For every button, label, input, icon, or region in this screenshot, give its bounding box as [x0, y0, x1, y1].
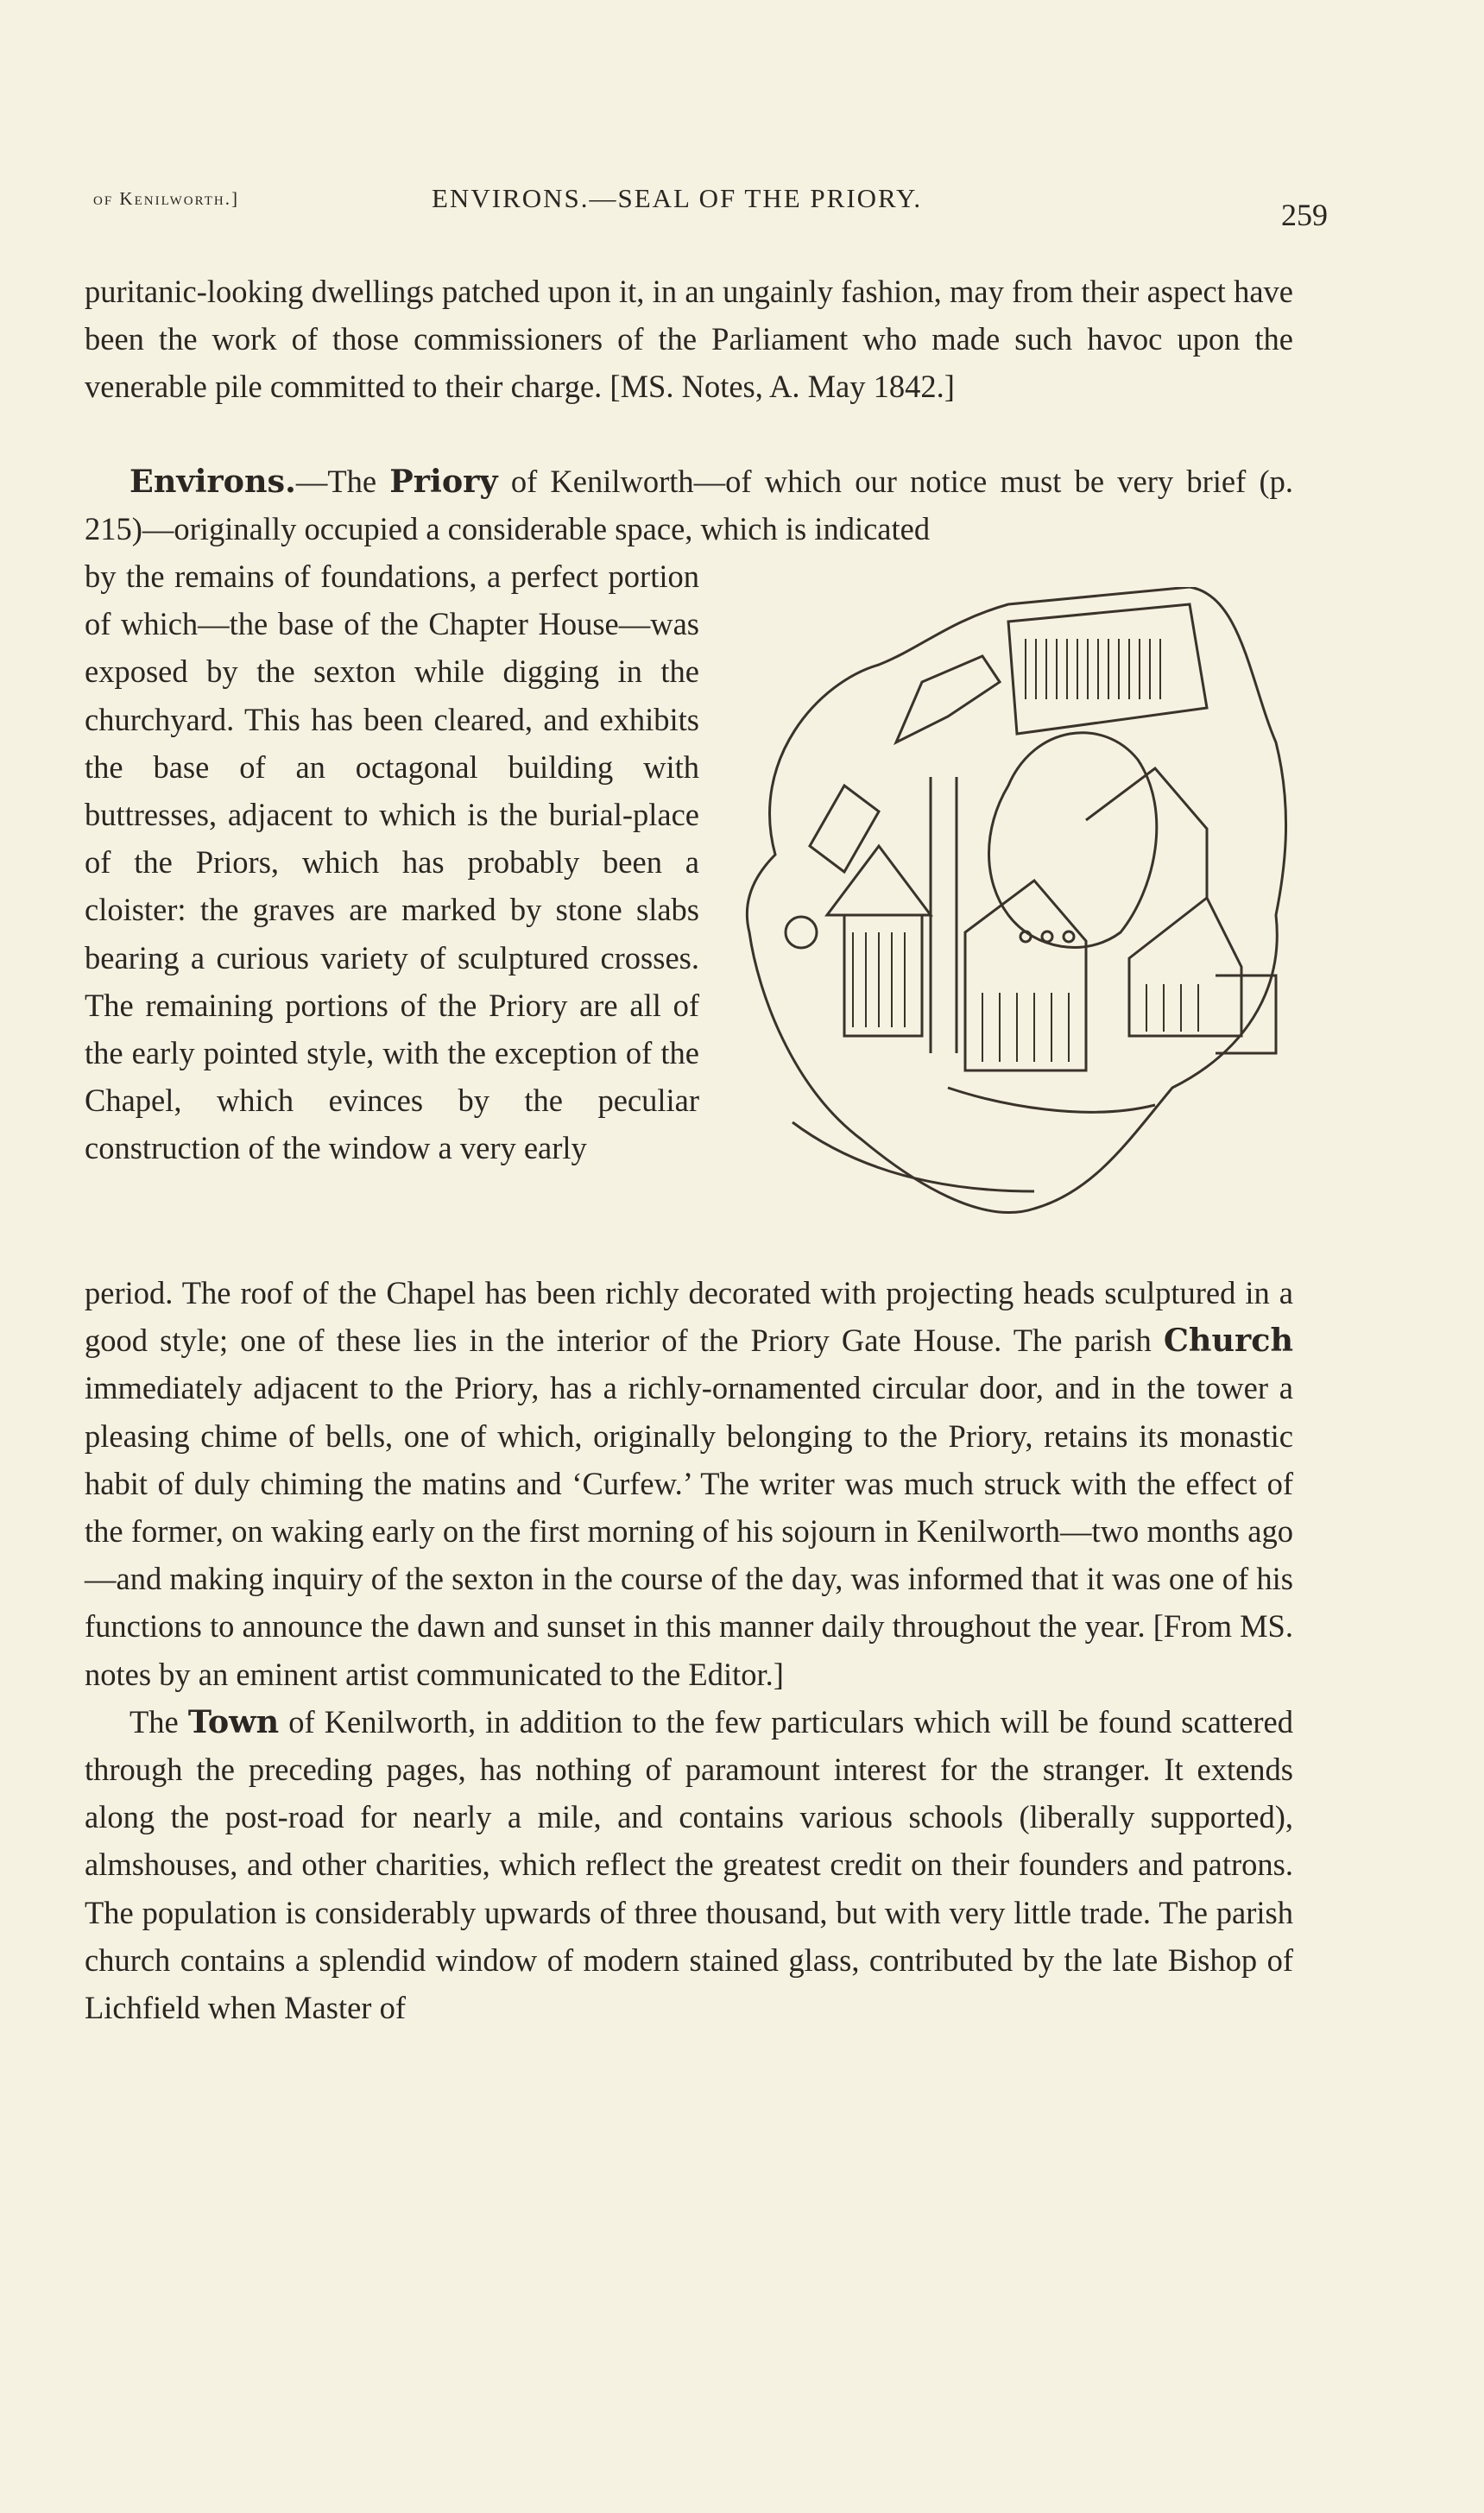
- paragraph-church-and-town: period. The roof of the Chapel has been richly decorated with projecting heads sculptured in a good style; one of these lies in the interior of the Priory Gate House. The parish Church immediately adjacent to the Priory, has a richly-ornamented circular door, and in the tower a pleasing chime of bells, one of which, originally belonging to the Priory, retains its monastic habit of duly chiming the matins and ‘Curfew.’ The writer was much struck with the effect of the former, on waking early on the first morning of his sojourn in Kenilworth—two months ago—and making inquiry of the sexton in the course of the day, was informed that it was one of his functions to announce the dawn and sunset in this manner daily throughout the year. [From MS. notes by an eminent artist communicated to the Editor.] The Town of Kenilworth, in addition to the few particulars which will be found scattered through the preceding pages, has nothing of paramount interest for the stranger. It extends along the post-road for nearly a mile, and contains various schools (liberally supported), almshouses, and other charities, which reflect the greatest credit on their founders and patrons. The population is considerably upwards of three thousand, but with very little trade. The parish church contains a splendid window of modern stained glass, contributed by the late Bishop of Lichfield when Master of: [85, 1275, 1294, 2026]
- paragraph-continuation: [85, 268, 1293, 411]
- paragraph-wrap: by the remains of foundations, a perfect portion of which—the base of the Chapter House—was exposed by the sexton while digging in the churchyard. This has been cleared, and exhibits the base of an octagonal building with buttresses, adjacent to which is the burial-place of the Priors, which has probably been a cloister: the graves are marked by stone slabs bearing a curious variety of sculptured crosses. The remaining portions of the Priory are all of the early pointed style, with the exception of the Chapel, which evinces by the peculiar construction of the window a very early: [85, 559, 699, 1166]
- section-heading-environs: Environs.: [129, 463, 296, 500]
- running-header: [93, 181, 1328, 233]
- header-left: of Kenilworth.]: [93, 188, 239, 209]
- keyword-town: Town: [187, 1702, 280, 1740]
- page-number: 259: [1281, 198, 1328, 232]
- wrapped-text-column: [85, 552, 699, 1172]
- keyword-church: Church: [1163, 1322, 1293, 1360]
- header-title: ENVIRONS.—SEAL OF THE PRIORY.: [432, 183, 923, 213]
- paragraph-environs: Environs.—The Priory of Kenilworth—of which our notice must be very brief (p. 215)—originally occupied a considerable space, which is indicated: [85, 463, 1293, 547]
- priory-seal-illustration: [723, 587, 1293, 1226]
- keyword-priory: Priory: [389, 463, 498, 500]
- paragraph-1: puritanic-looking dwellings patched upon it, in an ungainly fashion, may from their aspect have been the work of those commissioners of the Parliament who made such havoc upon the venerable pile committed to their charge. [MS. Notes, A. May 1842.]: [85, 274, 1293, 405]
